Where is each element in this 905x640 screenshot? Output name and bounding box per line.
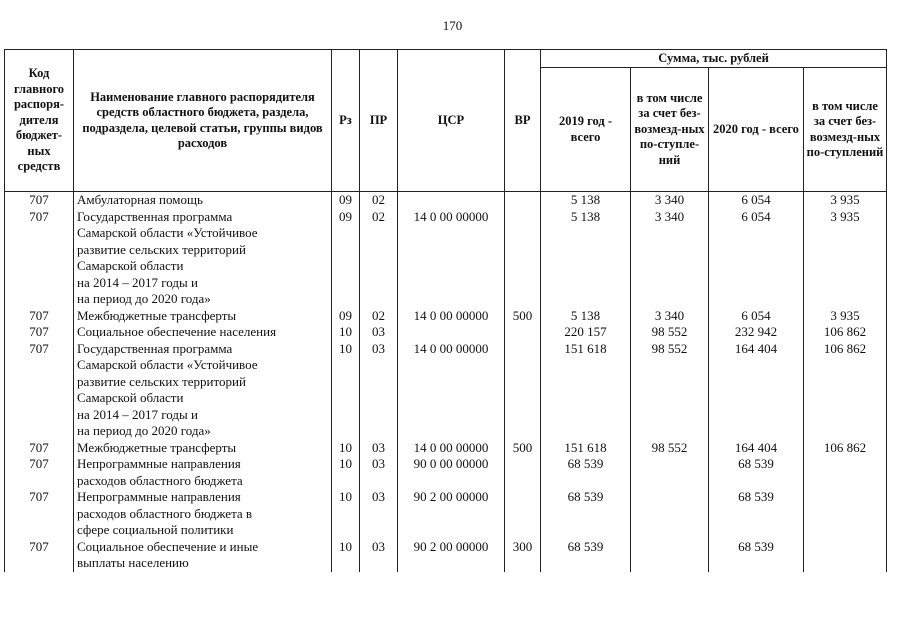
code-cell: 707: [5, 209, 74, 308]
sum-2020-cell: 164 404: [709, 341, 804, 440]
vr-cell: [505, 192, 541, 209]
rz-cell: 09: [332, 209, 360, 308]
code-cell: 707: [5, 440, 74, 457]
header-2019-free: в том числе за счет без-возмезд-ных по-ступле-ний: [631, 68, 709, 192]
sum-2019-cell: 68 539: [541, 456, 631, 489]
header-rz: Рз: [332, 50, 360, 192]
rz-cell: 10: [332, 489, 360, 539]
table-row: [5, 489, 887, 539]
free-2019-cell: 3 340: [631, 209, 709, 308]
table-row: [5, 209, 887, 308]
csr-cell: 90 0 00 00000: [398, 456, 505, 489]
pr-cell: 03: [360, 539, 398, 572]
vr-cell: 300: [505, 539, 541, 572]
header-csr: ЦСР: [398, 50, 505, 192]
pr-cell: 03: [360, 456, 398, 489]
pr-cell: 03: [360, 440, 398, 457]
rz-cell: 09: [332, 192, 360, 209]
pr-cell: 02: [360, 209, 398, 308]
sum-2020-cell: 68 539: [709, 489, 804, 539]
free-2019-cell: 3 340: [631, 192, 709, 209]
free-2019-cell: 98 552: [631, 324, 709, 341]
pr-cell: 03: [360, 341, 398, 440]
free-2019-cell: [631, 456, 709, 489]
name-cell: Государственная программа Самарской области «Устойчивое развитие сельских территорий Самарской области на 2014 – 2017 годы и на период до 2020 года»: [74, 341, 332, 440]
code-cell: 707: [5, 324, 74, 341]
sum-2020-cell: 232 942: [709, 324, 804, 341]
table-row: [5, 440, 887, 457]
free-2020-cell: [804, 489, 887, 539]
rz-cell: 10: [332, 456, 360, 489]
free-2019-cell: [631, 489, 709, 539]
budget-table: [4, 49, 887, 572]
vr-cell: [505, 324, 541, 341]
free-2019-cell: 98 552: [631, 440, 709, 457]
csr-cell: 14 0 00 00000: [398, 209, 505, 308]
name-cell: Амбулаторная помощь: [74, 192, 332, 209]
free-2020-cell: 3 935: [804, 192, 887, 209]
table-row: [5, 341, 887, 440]
pr-cell: 02: [360, 192, 398, 209]
free-2020-cell: 106 862: [804, 341, 887, 440]
name-cell: Социальное обеспечение и иные выплаты населению: [74, 539, 332, 572]
csr-cell: 14 0 00 00000: [398, 308, 505, 325]
table-row: [5, 192, 887, 209]
pr-cell: 03: [360, 489, 398, 539]
header-2019-total: 2019 год - всего: [541, 68, 631, 192]
vr-cell: 500: [505, 308, 541, 325]
name-cell: Непрограммные направления расходов областного бюджета: [74, 456, 332, 489]
code-cell: 707: [5, 489, 74, 539]
code-cell: 707: [5, 341, 74, 440]
sum-2020-cell: 6 054: [709, 192, 804, 209]
sum-2020-cell: 6 054: [709, 209, 804, 308]
vr-cell: 500: [505, 440, 541, 457]
sum-2020-cell: 68 539: [709, 456, 804, 489]
free-2020-cell: [804, 456, 887, 489]
table-row: [5, 308, 887, 325]
pr-cell: 03: [360, 324, 398, 341]
pr-cell: 02: [360, 308, 398, 325]
free-2019-cell: [631, 539, 709, 572]
sum-2019-cell: 5 138: [541, 308, 631, 325]
header-pr: ПР: [360, 50, 398, 192]
sum-2020-cell: 164 404: [709, 440, 804, 457]
header-2020-free: в том числе за счет без-возмезд-ных по-ступлений: [804, 68, 887, 192]
page-number: 170: [442, 18, 463, 33]
name-cell: Межбюджетные трансферты: [74, 440, 332, 457]
free-2020-cell: 106 862: [804, 440, 887, 457]
sum-2020-cell: 68 539: [709, 539, 804, 572]
free-2020-cell: 3 935: [804, 209, 887, 308]
sum-2020-cell: 6 054: [709, 308, 804, 325]
name-cell: Социальное обеспечение населения: [74, 324, 332, 341]
rz-cell: 10: [332, 324, 360, 341]
free-2019-cell: 98 552: [631, 341, 709, 440]
header-name: Наименование главного распорядителя средств областного бюджета, раздела, подраздела, целевой статьи, группы видов расходов: [74, 50, 332, 192]
table-row: [5, 539, 887, 572]
name-cell: Непрограммные направления расходов областного бюджета в сфере социальной политики: [74, 489, 332, 539]
vr-cell: [505, 489, 541, 539]
rz-cell: 10: [332, 341, 360, 440]
csr-cell: [398, 192, 505, 209]
header-sum: Сумма, тыс. рублей: [541, 50, 887, 68]
code-cell: 707: [5, 308, 74, 325]
table-row: [5, 456, 887, 489]
free-2020-cell: 3 935: [804, 308, 887, 325]
csr-cell: 90 2 00 00000: [398, 489, 505, 539]
csr-cell: 14 0 00 00000: [398, 341, 505, 440]
sum-2019-cell: 68 539: [541, 489, 631, 539]
name-cell: Межбюджетные трансферты: [74, 308, 332, 325]
sum-2019-cell: 151 618: [541, 341, 631, 440]
sum-2019-cell: 5 138: [541, 192, 631, 209]
header-2020-total: 2020 год - всего: [709, 68, 804, 192]
rz-cell: 10: [332, 440, 360, 457]
free-2020-cell: 106 862: [804, 324, 887, 341]
csr-cell: 90 2 00 00000: [398, 539, 505, 572]
sum-2019-cell: 68 539: [541, 539, 631, 572]
rz-cell: 09: [332, 308, 360, 325]
header-vr: ВР: [505, 50, 541, 192]
table-header: [5, 50, 887, 192]
csr-cell: 14 0 00 00000: [398, 440, 505, 457]
code-cell: 707: [5, 539, 74, 572]
sum-2019-cell: 151 618: [541, 440, 631, 457]
sum-2019-cell: 5 138: [541, 209, 631, 308]
vr-cell: [505, 209, 541, 308]
vr-cell: [505, 341, 541, 440]
free-2019-cell: 3 340: [631, 308, 709, 325]
vr-cell: [505, 456, 541, 489]
table-row: [5, 324, 887, 341]
free-2020-cell: [804, 539, 887, 572]
sum-2019-cell: 220 157: [541, 324, 631, 341]
rz-cell: 10: [332, 539, 360, 572]
name-cell: Государственная программа Самарской области «Устойчивое развитие сельских территорий Самарской области на 2014 – 2017 годы и на период до 2020 года»: [74, 209, 332, 308]
header-code: Код главного распоря-дителя бюджет-ных средств: [5, 50, 74, 192]
table-body: [5, 192, 887, 572]
code-cell: 707: [5, 456, 74, 489]
csr-cell: [398, 324, 505, 341]
code-cell: 707: [5, 192, 74, 209]
